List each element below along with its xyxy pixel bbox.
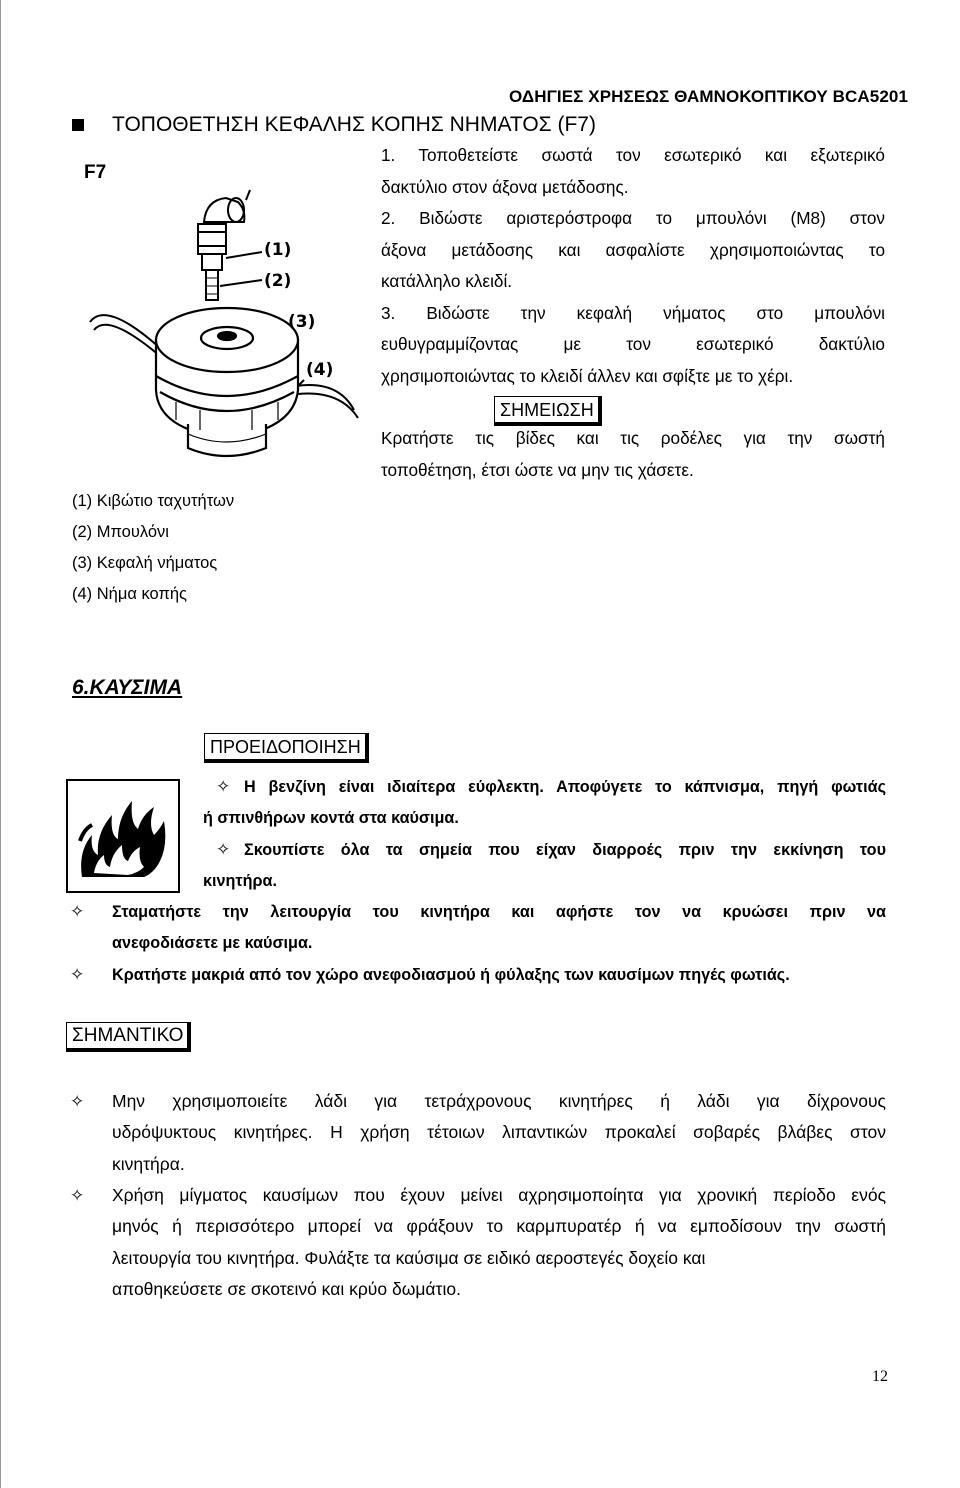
step-line: δακτύλιο στον άξονα μετάδοσης. [381,176,629,197]
warning-line: Κρατήστε μακριά από τον χώρο ανεφοδιασμού ή φύλαξης των καυσίμων πηγές φωτιάς. [112,966,790,984]
note-label-box [494,396,602,426]
callout-3: (3) [288,312,316,332]
step-1 [381,140,885,203]
step-3 [381,298,885,393]
important-label-box [66,1022,191,1052]
legend-item: (2) Μπουλόνι [72,523,169,541]
diamond-bullet-icon: ✧ [216,840,231,860]
fuel-warning-4 [70,960,790,992]
page-left-border [0,0,6,1488]
step-line: 3. Βιδώστε την κεφαλή νήματος στο μπουλόνι [381,302,885,323]
flammable-warning-box [66,779,180,893]
important-line: Μην χρησιμοποιείτε λάδι για τετράχρονους κινητήρες ή λάδι για δίχρονους [112,1091,886,1111]
fuel-section-title: 6.ΚΑΥΣΙΜΑ [72,676,183,699]
warning-line-cont: ανεφοδιάσετε με καύσιμα. [112,934,313,952]
section-heading [72,113,596,137]
legend-item: (4) Νήμα κοπής [72,585,187,603]
important-line: λειτουργία του κινητήρα. Φυλάξτε τα καύσιμα σε ειδικό αεροστεγές δοχείο και [112,1247,706,1268]
warning-line-cont: κινητήρα. [203,872,277,890]
callout-4: (4) [306,360,334,380]
important-item-2 [70,1180,886,1213]
important-item-2-cont [112,1211,886,1306]
important-label: ΣΗΜΑΝΤΙΚΟ [66,1022,191,1052]
important-line: μηνός ή περισσότερο μπορεί να φράξουν το καρμπυρατέρ ή να εμποδίσουν την σωστή [112,1216,886,1236]
legend-item: (3) Κεφαλή νήματος [72,554,218,572]
note-label: ΣΗΜΕΙΩΣΗ [494,396,602,426]
diamond-bullet-icon: ✧ [70,902,85,922]
diamond-bullet-icon: ✧ [70,965,85,985]
important-line: υδρόψυκτους κινητήρες. Η χρήση τέτοιων λιπαντικών προκαλεί σοβαρές βλάβες στον [112,1122,886,1142]
warning-line: Σταματήστε την λειτουργία του κινητήρα και αφήστε τον να κρυώσει πριν να [112,903,886,921]
callout-2: (2) [264,271,292,291]
step-2 [381,203,885,298]
important-line: αποθηκεύσετε σε σκοτεινό και κρύο δωμάτιο. [112,1279,461,1299]
important-item-1 [70,1086,886,1119]
warning-line: Σκουπίστε όλα τα σημεία που είχαν διαρροές πριν την εκκίνηση του [244,841,886,859]
step-line: άξονα μετάδοσης και ασφαλίστε χρησιμοποιώντας το [381,239,885,260]
diamond-bullet-icon: ✧ [70,1186,85,1206]
important-line: κινητήρα. [112,1153,185,1174]
section-heading-text: ΤΟΠΟΘΕΤΗΣΗ ΚΕΦΑΛΗΣ ΚΟΠΗΣ ΝΗΜΑΤΟΣ (F7) [112,113,596,136]
diamond-bullet-icon: ✧ [70,1092,85,1112]
warning-label: ΠΡΟΕΙΔΟΠΟΙΗΣΗ [204,733,369,763]
fuel-warning-1 [216,772,886,804]
trimmer-head-drawing [156,308,298,456]
figure-label: F7 [84,162,107,183]
diamond-bullet-icon: ✧ [216,777,231,797]
note-line: Κρατήστε τις βίδες και τις ροδέλες για την σωστή [381,428,885,448]
trimmer-head-illustration [76,180,366,470]
important-line: Χρήση μίγματος καυσίμων που έχουν μείνει αχρησιμοποίητα για χρονική περίοδο ενός [112,1185,886,1205]
square-bullet-icon [72,119,84,131]
warning-line-cont: ή σπινθήρων κοντά στα καύσιμα. [203,809,459,827]
note-line: τοποθέτηση, έτσι ώστε να μην τις χάσετε. [381,459,694,480]
step-line: κατάλληλο κλειδί. [381,271,513,291]
step-line: χρησιμοποιώντας το κλειδί άλλεν και σφίξτε με το χέρι. [381,365,794,386]
fuel-warning-3 [70,897,886,929]
installation-steps [381,140,885,392]
fuel-warning-2 [216,835,886,867]
legend-item: (1) Κιβώτιο ταχυτήτων [72,492,235,510]
flame-icon [68,781,178,891]
page-number: 12 [872,1368,888,1385]
warning-line: Η βενζίνη είναι ιδιαίτερα εύφλεκτη. Αποφύγετε το κάπνισμα, πηγή φωτιάς [244,778,886,796]
callout-1: (1) [264,240,292,260]
step-line: ευθυγραμμίζοντας με τον εσωτερικό δακτύλιο [381,334,885,354]
figure-legend [72,486,234,610]
warning-label-box [204,733,369,763]
step-line: 1. Τοποθετείστε σωστά τον εσωτερικό και εξωτερικό [381,145,885,165]
document-header-title: ΟΔΗΓΙΕΣ ΧΡΗΣΕΩΣ ΘΑΜΝΟΚΟΠΤΙΚΟΥ BCA5201 [509,87,908,106]
step-line: 2. Βιδώστε αριστερόστροφα το μπουλόνι (Μ8) στον [381,208,885,228]
note-text [381,423,885,486]
important-item-1-cont [112,1117,886,1180]
